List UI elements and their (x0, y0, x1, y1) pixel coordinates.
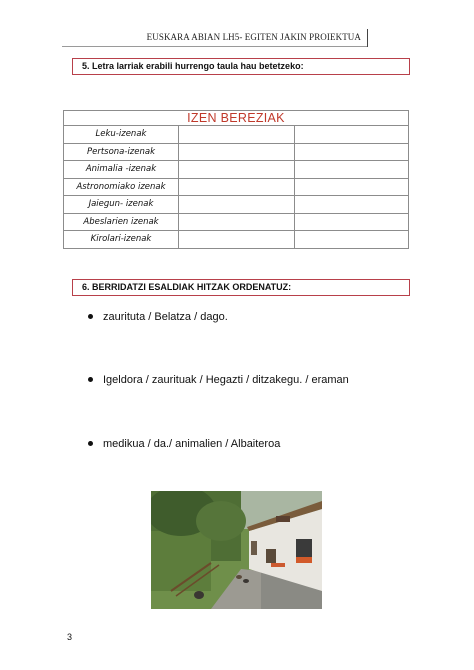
proper-nouns-table (63, 110, 409, 249)
answer-cell[interactable] (179, 231, 295, 249)
sentence-text: Igeldora / zaurituak / Hegazti / ditzakegu. / eraman (103, 374, 349, 386)
table-row (64, 161, 409, 179)
table-row (64, 231, 409, 249)
table-row (64, 196, 409, 214)
answer-cell[interactable] (179, 213, 295, 231)
row-label: Leku-izenak (64, 126, 179, 144)
page-number: 3 (67, 632, 73, 642)
row-label: Kirolari-izenak (64, 231, 179, 249)
header-divider (367, 29, 368, 47)
task-5-label: 5. Letra larriak erabili hurrengo taula hau betetzeko: (82, 61, 304, 71)
table-row (64, 143, 409, 161)
sentence-item (88, 311, 228, 323)
answer-cell[interactable] (295, 161, 409, 179)
table-row (64, 213, 409, 231)
answer-cell[interactable] (295, 213, 409, 231)
task-6-box (72, 279, 410, 296)
answer-cell[interactable] (179, 126, 295, 144)
table-row (64, 126, 409, 144)
animal-shelter-photo (151, 491, 322, 609)
table-title: IZEN BEREZIAK (64, 111, 409, 126)
bullet-icon (88, 314, 93, 319)
answer-cell[interactable] (295, 126, 409, 144)
row-label: Pertsona-izenak (64, 143, 179, 161)
row-label: Animalia -izenak (64, 161, 179, 179)
task-5-box (72, 58, 410, 75)
bullet-icon (88, 377, 93, 382)
answer-cell[interactable] (295, 178, 409, 196)
answer-cell[interactable] (295, 196, 409, 214)
answer-cell[interactable] (179, 178, 295, 196)
row-label: Jaiegun- izenak (64, 196, 179, 214)
answer-cell[interactable] (179, 143, 295, 161)
answer-cell[interactable] (295, 143, 409, 161)
answer-cell[interactable] (179, 161, 295, 179)
page-header (62, 29, 367, 47)
photo-illustration (151, 491, 322, 609)
task-6-label: 6. BERRIDATZI ESALDIAK HITZAK ORDENATUZ: (82, 282, 292, 292)
sentence-text: medikua / da./ animalien / Albaiteroa (103, 438, 281, 450)
header-text: EUSKARA ABIAN LH5- EGITEN JAKIN PROIEKTUA (146, 32, 361, 42)
bullet-icon (88, 441, 93, 446)
row-label: Abeslarien izenak (64, 213, 179, 231)
row-label: Astronomiako izenak (64, 178, 179, 196)
table-row (64, 178, 409, 196)
sentence-text: zaurituta / Belatza / dago. (103, 311, 228, 323)
sentence-item (88, 374, 349, 386)
answer-cell[interactable] (295, 231, 409, 249)
sentence-item (88, 438, 280, 450)
answer-cell[interactable] (179, 196, 295, 214)
